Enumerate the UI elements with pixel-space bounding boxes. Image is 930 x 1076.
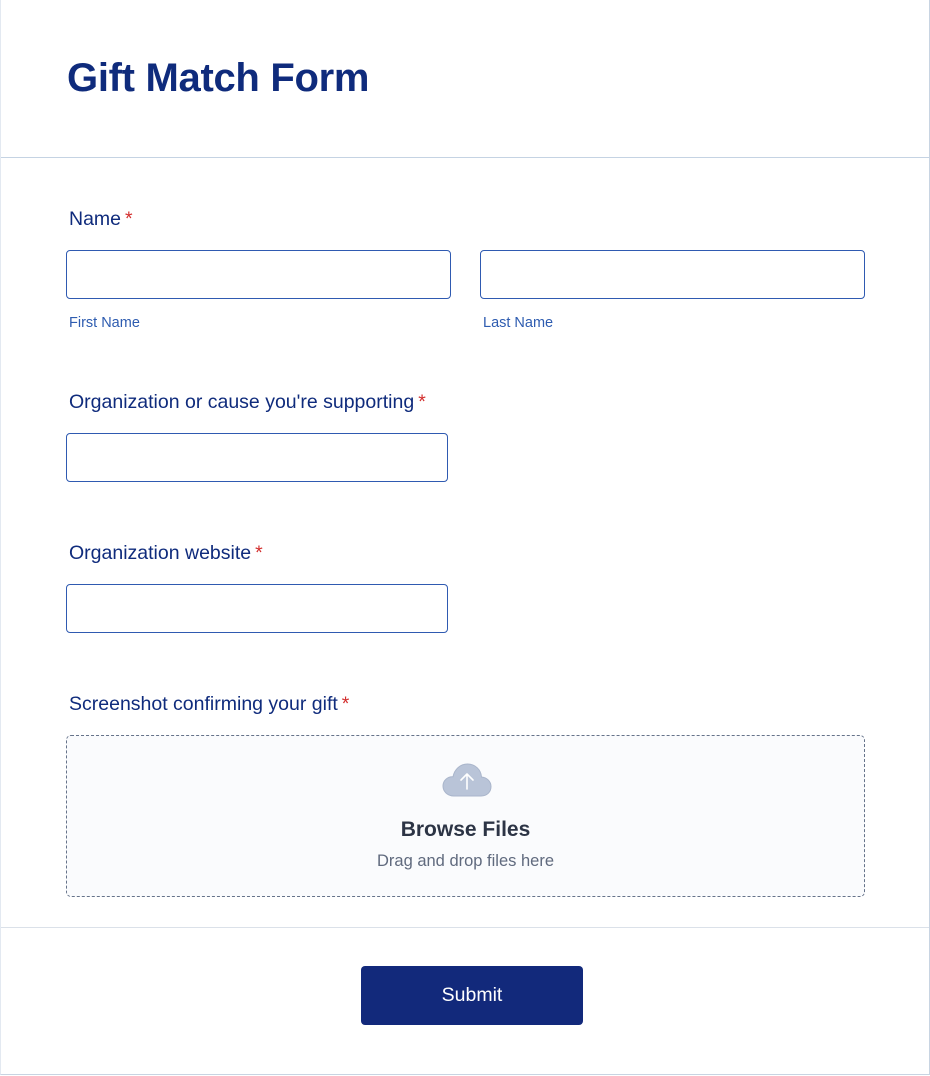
footer-divider	[1, 927, 929, 928]
last-name-sublabel: Last Name	[483, 315, 554, 331]
website-label	[69, 542, 263, 565]
file-upload-dropzone[interactable]	[66, 735, 865, 897]
organization-input[interactable]	[66, 433, 448, 482]
name-label-text: Name	[69, 208, 122, 230]
browse-files-button[interactable]: Browse Files	[400, 818, 531, 841]
drag-drop-hint: Drag and drop files here	[376, 852, 555, 870]
name-label	[69, 208, 133, 231]
required-marker: *	[255, 542, 263, 564]
required-marker: *	[125, 208, 133, 230]
screenshot-label	[69, 693, 349, 716]
screenshot-label-text: Screenshot confirming your gift	[69, 693, 338, 715]
first-name-input[interactable]	[66, 250, 451, 299]
organization-label-text: Organization or cause you're supporting	[69, 391, 415, 413]
organization-label	[69, 391, 426, 414]
last-name-input[interactable]	[480, 250, 865, 299]
form-title: Gift Match Form	[67, 56, 370, 100]
required-marker: *	[341, 693, 350, 715]
required-marker: *	[418, 391, 426, 413]
first-name-sublabel: First Name	[69, 315, 140, 331]
website-input[interactable]	[66, 584, 448, 633]
submit-button[interactable]: Submit	[361, 966, 583, 1025]
form-header	[1, 0, 929, 158]
cloud-upload-icon	[442, 762, 492, 798]
website-label-text: Organization website	[69, 542, 252, 564]
